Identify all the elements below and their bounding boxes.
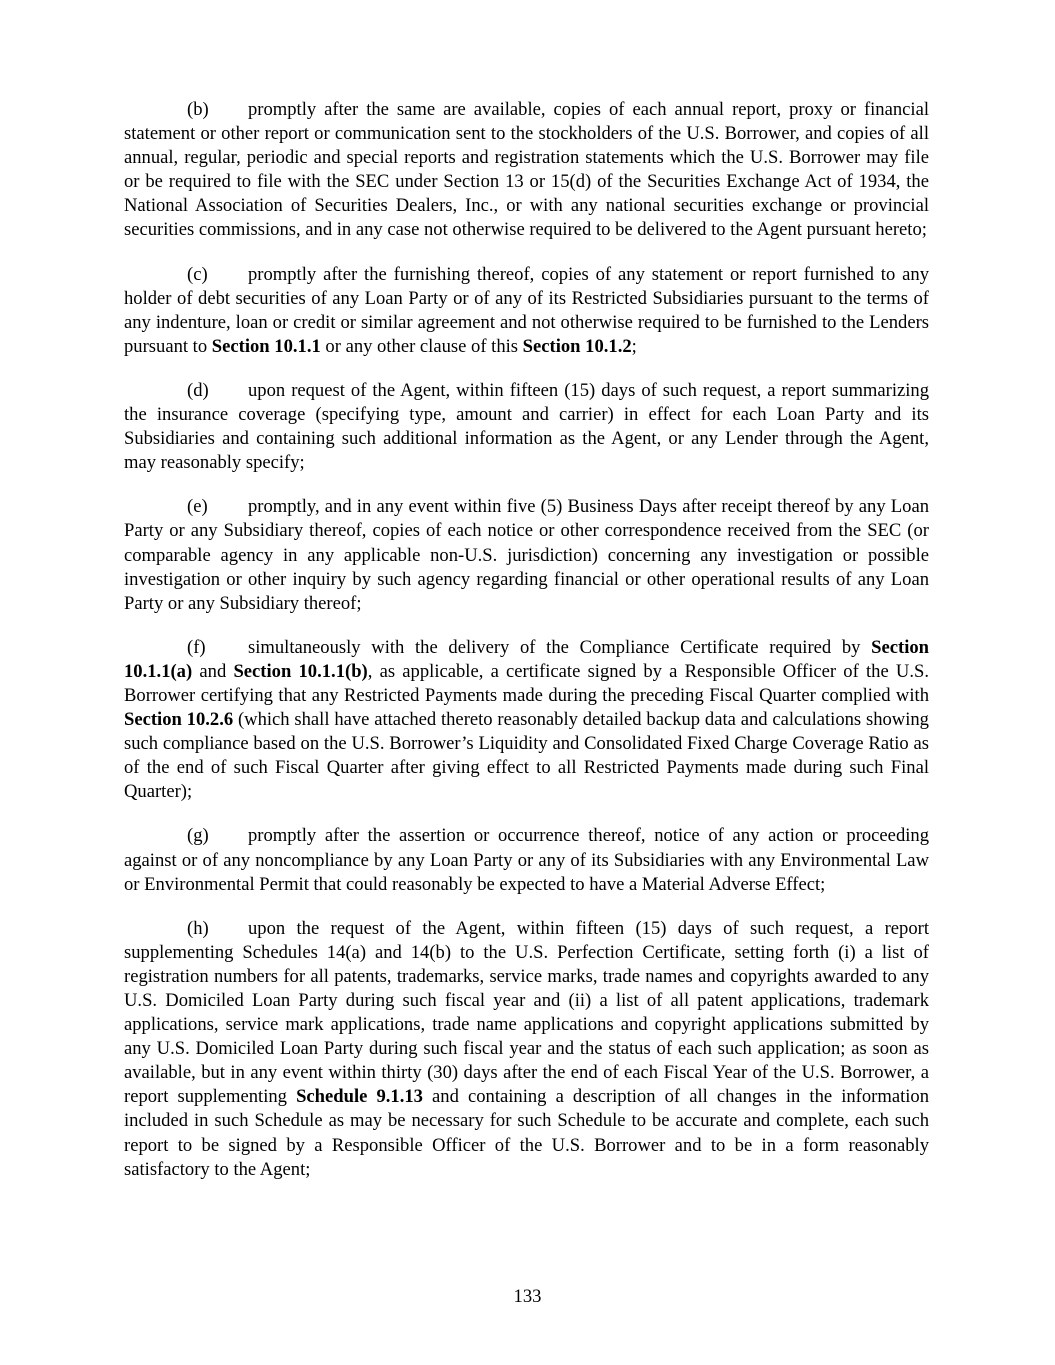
paragraph-d [124,379,929,475]
section-reference: Section 10.1.1 [211,335,321,357]
paragraph-text: upon request of the Agent, within fifteen (15) days of such request, a report summarizing the insurance coverage (specifying type, amount and carrier) in effect for each Loan Party and its Subsidiaries and containing such additional information as the Agent, or any Lender through the Agent, may reasonably specify; [124,379,929,474]
paragraph-text: and [192,660,234,682]
paragraph-text: promptly after the furnishing thereof, copies of any statement or report furnished to any holder of debt securities of any Loan Party or of any of its Restricted Subsidiaries pursuant to the terms of any indenture, loan or credit or similar agreement and not otherwise required to be furnished to the Lenders pursuant to [124,263,929,357]
paragraph-g [124,824,929,896]
paragraph-text: , as applicable, a certificate signed by a Responsible Officer of the U.S. Borrower certifying that any Restricted Payments made during the preceding Fiscal Quarter complied with [124,660,929,706]
paragraph-text: promptly, and in any event within five (5) Business Days after receipt thereof by any Loan Party or any Subsidiary thereof, copies of each notice or other correspondence received from the SEC (or comparable agency in any applicable non-U.S. jurisdiction) concerning any investigation or possible investigation or other inquiry by such agency regarding financial or other operational results of any Loan Party or any Subsidiary thereof; [124,496,929,614]
paragraph-f [124,636,929,805]
paragraph-label: (e) [187,496,208,518]
paragraph-text: upon the request of the Agent, within fifteen (15) days of such request, a report supplementing Schedules 14(a) and 14(b) to the U.S. Perfection Certificate, setting forth (i) a list of registration numbers for all patents, trademarks, service marks, trade names and copyrights awarded to any U.S. Domiciled Loan Party during such fiscal year and (ii) a list of all patent applications, trademark applications, service mark applications, trade name applications and copyright applications submitted by any U.S. Domiciled Loan Party during such fiscal year and the status of each such application; as soon as available, but in any event within thirty (30) days after the end of each Fiscal Year of the U.S. Borrower, a report supplementing [124,917,929,1108]
schedule-reference: Schedule 9.1.13 [296,1086,423,1108]
paragraph-e [124,495,929,615]
paragraph-label: (c) [187,263,208,285]
section-reference: Section 10.1.1(b) [233,660,368,682]
paragraph-label: (d) [187,379,209,401]
document-body [124,98,929,1202]
paragraph-label: (h) [187,917,209,939]
section-reference: Section 10.1.2 [522,335,632,357]
paragraph-b [124,98,929,243]
section-reference: Section 10.2.6 [124,709,234,731]
paragraph-text: (which shall have attached thereto reasonably detailed backup data and calculations showing such compliance based on the U.S. Borrower’s Liquidity and Consolidated Fixed Charge Coverage Ratio as of the end of such Fiscal Quarter after giving effect to all Restricted Payments made during such Final Quarter); [124,709,929,803]
page-number: 133 [513,1286,542,1307]
paragraph-text: and containing a description of all changes in the information included in such Schedule as may be necessary for such Schedule to be accurate and complete, each such report to be signed by a Responsible Officer of the U.S. Borrower and to be in a form reasonably satisfactory to the Agent; [124,1086,929,1180]
paragraph-text: ; [631,335,637,357]
paragraph-text: promptly after the assertion or occurrence thereof, notice of any action or proceeding against or of any noncompliance by any Loan Party or any of its Subsidiaries with any Environmental Law or Environmental Permit that could reasonably be expected to have a Material Adverse Effect; [124,825,929,895]
section-reference: Section 10.1.1(a) [124,636,929,682]
paragraph-text: simultaneously with the delivery of the Compliance Certificate required by [248,636,872,658]
paragraph-c [124,263,929,359]
paragraph-label: (g) [187,825,209,847]
paragraph-label: (f) [187,636,206,658]
paragraph-text: or any other clause of this [320,335,523,357]
paragraph-h [124,917,929,1182]
paragraph-label: (b) [187,99,209,120]
paragraph-text: promptly after the same are available, copies of each annual report, proxy or financial statement or other report or communication sent to the stockholders of the U.S. Borrower, and copies of all annual, regular, periodic and special reports and registration statements which the U.S. Borrower may file or be required to file with the SEC under Section 13 or 15(d) of the Securities Exchange Act of 1934, the National Association of Securities Dealers, Inc., or with any national securities exchange or provincial securities commissions, and in any case not otherwise required to be delivered to the Agent pursuant hereto; [124,99,929,241]
